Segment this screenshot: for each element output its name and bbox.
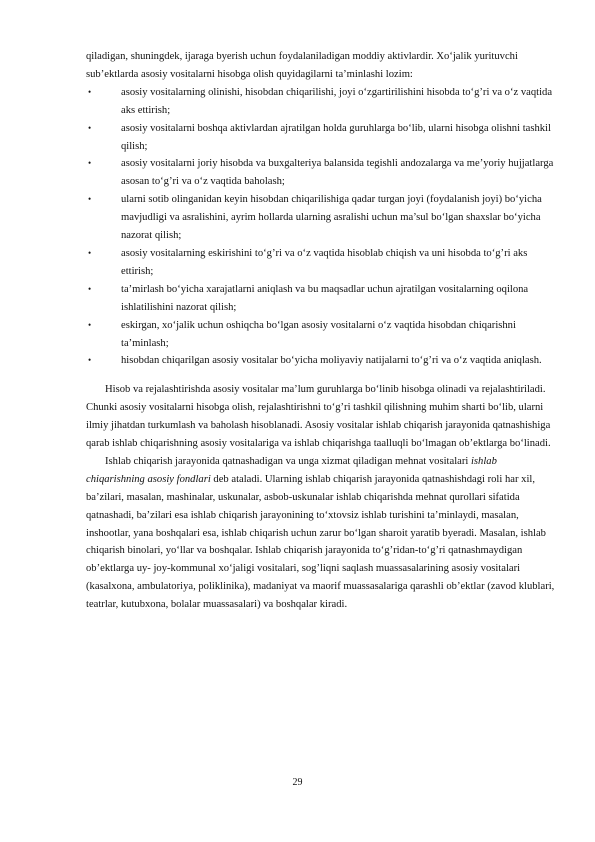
fixed-assets-paragraph xyxy=(86,453,556,614)
intro-paragraph: qiladigan, shuningdek, ijaraga byerish uchun foydalaniladigan moddiy aktivlardir. Xo‘jalik yurituvchi sub’ektlarda asosiy vositalarni hisobga olish quyidagilarni ta’minlashi lozim: xyxy=(86,51,518,80)
list-item-text: asosiy vositalarni boshqa aktivlardan ajratilgan holda guruhlarga bo‘lib, ularni hisobga olishni tashkil qilish; xyxy=(121,122,551,152)
list-item-text: asosiy vositalarning olinishi, hisobdan chiqarilishi, joyi o‘zgartirilishini hisobda to‘g’ri va o‘z vaqtida aks ettirish; xyxy=(121,86,553,116)
list-item-text: hisobdan chiqarilgan asosiy vositalar bo‘yicha moliyaviy natijalarni to‘g’ri va o‘z vaqtida aniqlash. xyxy=(121,355,542,367)
list-item xyxy=(86,155,556,191)
list-item-text: asosiy vositalarni joriy hisobda va buxgalteriya balansida tegishli andozalarga va me’yoriy hujjatlarga asosan to‘g’ri va o‘z vaqtida baholash; xyxy=(121,158,554,188)
list-item-text: ta’mirlash bo‘yicha xarajatlarni aniqlash va bu maqsadlar uchun ajratilgan vositalarning oqilona ishlatilishini nazorat qilish; xyxy=(121,283,529,313)
list-item-text: asosiy vositalarning eskirishini to‘g’ri va o‘z vaqtida hisoblab chiqish va uni hisobda to‘g’ri aks ettirish; xyxy=(121,247,528,277)
list-item xyxy=(86,281,556,317)
bullet-icon: • xyxy=(88,158,92,169)
document-page xyxy=(86,48,556,614)
paragraph-text-start: Ishlab chiqarish jarayonida qatnashadigan va unga xizmat qiladigan mehnat vositalari xyxy=(105,455,471,467)
list-item-text: eskirgan, xo‘jalik uchun oshiqcha bo‘lgan asosiy vositalarni o‘z vaqtida hisobdan chiqarishni ta’minlash; xyxy=(121,319,516,349)
bullet-icon: • xyxy=(88,194,92,205)
list-item xyxy=(86,191,556,245)
bullet-icon: • xyxy=(88,283,92,294)
list-item xyxy=(86,84,556,120)
emphasized-term: ishlab chiqarishning asosiy fondlari xyxy=(86,455,497,485)
list-item xyxy=(86,317,556,353)
bullet-icon: • xyxy=(88,86,92,97)
bullet-icon: • xyxy=(88,355,92,366)
paragraph-text-rest: deb ataladi. Ularning ishlab chiqarish jarayonida qatnashishdagi roli har xil, ba’zilari, masalan, mashinalar, uskunalar, asbob-uskunalar ishlab chiqarishda mehnat qurollari sifatida qatnashadi, ba’zilari esa ishlab chiqarish jarayonining to‘xtovsiz ishlab turishini ta’minlaydi, masalan, inshootlar, yana boshqalari esa, ishlab chiqarish uchun zarur bo‘lgan sharoit yaratib byeradi. Masalan, ishlab chiqarish binolari, yo‘llar va boshqalar. Ishlab chiqarish jarayonida to‘g’ridan-to‘g’ri qatnashmaydigan ob’ektlarga uy- joy-kommunal xo‘jaligi vositalari, sog’liqni saqlash muassasalarining asosiy vositalari (kasalxona, ambulatoriya, poliklinika), madaniyat va maorif muassasalariga qarashli ob’ektlar (zavod klublari, teatrlar, kutubxona, bolalar muassasalari) va boshqalar kiradi. xyxy=(86,473,555,611)
page-number: 29 xyxy=(292,777,303,788)
bullet-icon: • xyxy=(88,319,92,330)
bullet-icon: • xyxy=(88,247,92,258)
requirements-list xyxy=(86,84,556,371)
classification-paragraph: Hisob va rejalashtirishda asosiy vositalar ma’lum guruhlarga bo‘linib hisobga olinadi va rejalashtiriladi. Chunki asosiy vositalarni hisobga olish, rejalashtirishni to‘g’ri tashkil qilishning muhim sharti bo‘lib, ularni ilmiy jihatdan turkumlash va baholash hisoblanadi. Asosiy vositalar ishlab chiqarish jarayonida qatnashishiga qarab ishlab chiqarishning asosiy vositalariga va ishlab chiqarishga taalluqli bo‘lmagan ob’ektlarga bo‘linadi. xyxy=(86,384,551,450)
bullet-icon: • xyxy=(88,122,92,133)
list-item-text: ularni sotib olinganidan keyin hisobdan chiqarilishiga qadar turgan joyi (foydalanish joyi) bo‘yicha mavjudligi va asralishini, ayrim hollarda ularning asralishi uchun ma’sul bo‘lgan shaxslar bo‘yicha nazorat qilish; xyxy=(121,194,542,242)
list-item xyxy=(86,245,556,281)
list-item xyxy=(86,120,556,156)
list-item xyxy=(86,352,556,370)
